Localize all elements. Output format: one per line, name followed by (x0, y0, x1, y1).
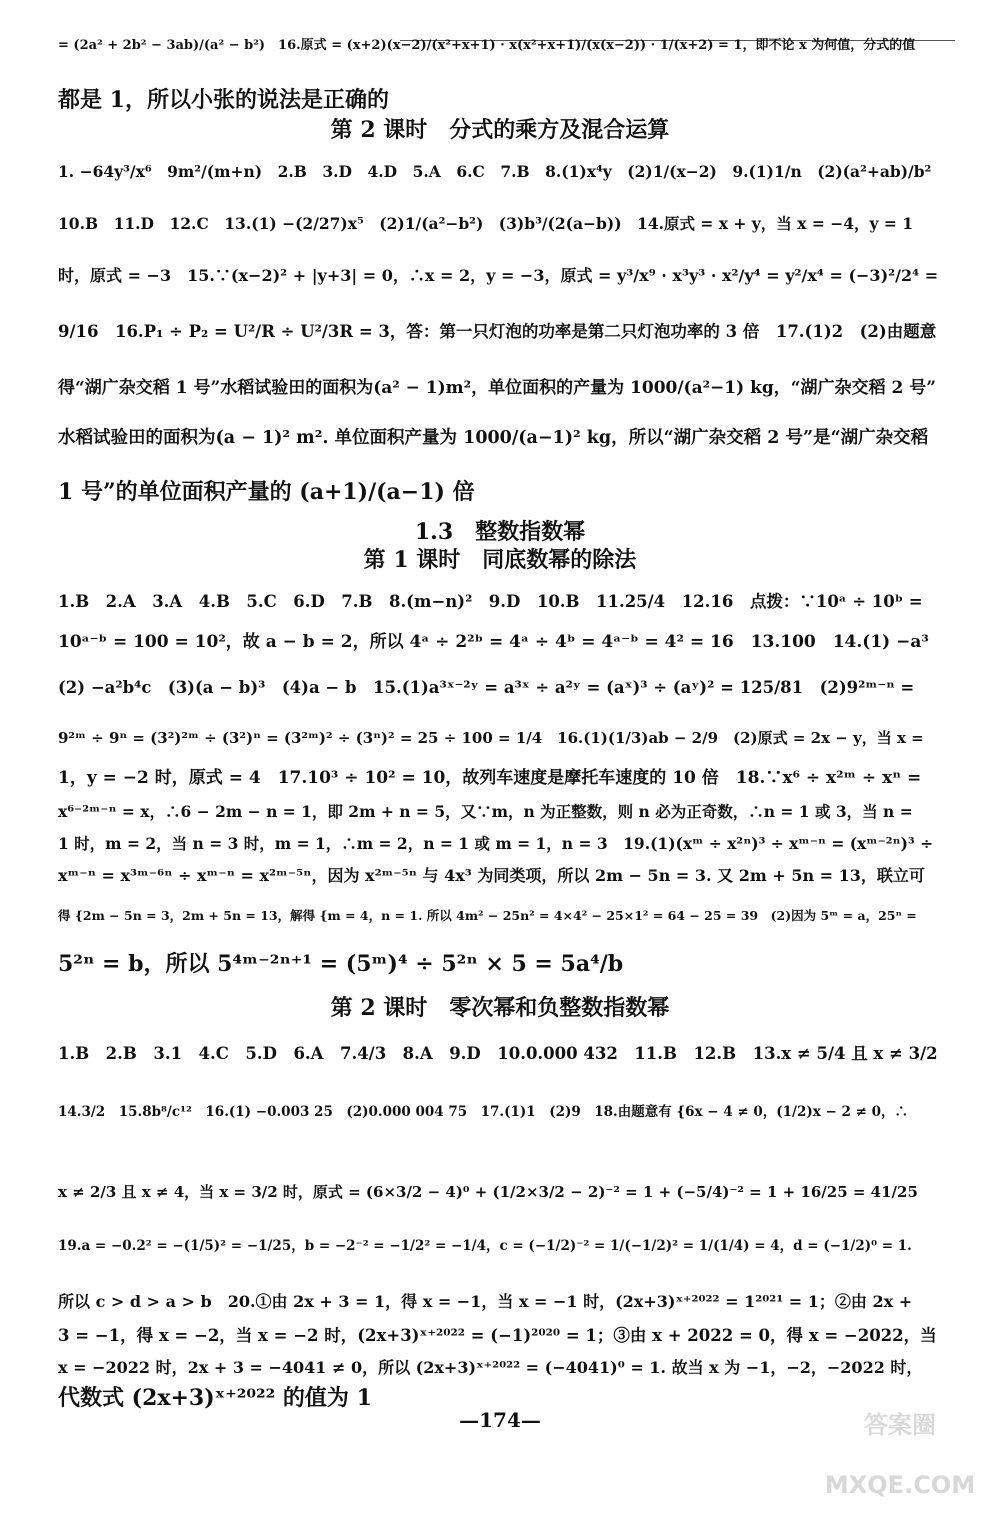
section-heading: 第 2 课时 零次幂和负整数指数幂 (330, 995, 670, 1021)
text-line (58, 318, 938, 346)
line-text: xᵐ⁻ⁿ = x³ᵐ⁻⁶ⁿ ÷ xᵐ⁻ⁿ = x²ᵐ⁻⁵ⁿ，因为 x²ᵐ⁻⁵ⁿ 与 4x³ 为同类项，所以 2m − 5n = 3. 又 2m + 5n = 13，联立可 (58, 866, 925, 885)
line-text: 10ᵃ⁻ᵇ = 100 = 10²，故 a − b = 2，所以 4ᵃ ÷ 2²ᵇ = 4ᵃ ÷ 4ᵇ = 4ᵃ⁻ᵇ = 4² = 16 13.100 14.(1) −a³ (58, 632, 929, 652)
text-line (58, 628, 938, 656)
text-line (58, 1322, 938, 1350)
line-text: 水稻试验田的面积为(a − 1)² m². 单位面积产量为 1000/(a−1)² kg，所以“湖广杂交稻 2 号”是“湖广杂交稻 (58, 428, 929, 448)
line-text: 1 时，m = 2，当 n = 3 时，m = 1，∴m = 2，n = 1 或 m = 1，n = 3 19.(1)(xᵐ ÷ x²ⁿ)³ ÷ xᵐ⁻ⁿ = (xᵐ⁻²ⁿ)³ ÷ (58, 834, 934, 853)
line-text: 9/16 16.P₁ ÷ P₂ = U²/R ÷ U²/3R = 3，答：第一只灯泡的功率是第二只灯泡功率的 3 倍 17.(1)2 (2)由题意 (58, 322, 937, 341)
line-text: x ≠ 2/3 且 x ≠ 4，当 x = 3/2 时，原式 = (6×3/2 − 4)⁰ + (1/2×3/2 − 2)⁻² = 1 + (−5/4)⁻² = 1 + 16/25 = 41/25 (58, 1183, 918, 1201)
text-line (58, 1040, 938, 1068)
text-line (58, 210, 938, 238)
text-line (58, 86, 938, 114)
line-text: 得 {2m − 5n = 3，2m + 5n = 13，解得 {m = 4，n = 1. 所以 4m² − 25n² = 4×4² − 25×1² = 64 − 25 = 39 (2)因为 5ᵐ = a，25ⁿ = (58, 908, 917, 923)
line-text: x⁶⁻²ᵐ⁻ⁿ = x，∴6 − 2m − n = 1，即 2m + n = 5，又∵m，n 为正整数，则 n 必为正奇数，∴n = 1 或 3，当 n = (58, 802, 913, 821)
line-text: 所以 c > d > a > b 20.①由 2x + 3 = 1，得 x = −1，当 x = −1 时，(2x+3)ˣ⁺²⁰²² = 1²⁰²¹ = 1；②由 2x + (58, 1292, 913, 1311)
line-text: 得“湖广杂交稻 1 号”水稻试验田的面积为(a² − 1)m²，单位面积的产量为 1000/(a²−1) kg，“湖广杂交稻 2 号” (58, 378, 936, 398)
text-line (58, 262, 938, 290)
text-line (58, 674, 938, 702)
text-line (58, 862, 938, 890)
text-line (58, 798, 938, 826)
text-line (58, 1354, 938, 1382)
text-line (58, 374, 938, 402)
line-text: 9²ᵐ ÷ 9ⁿ = (3²)²ᵐ ÷ (3²)ⁿ = (3²ᵐ)² ÷ (3ⁿ)² = 25 ÷ 100 = 1/4 16.(1)(1/3)ab − 2/9 (2)原式 = 2x − y，当 x = (58, 729, 924, 747)
line-text: 1.B 2.B 3.1 4.C 5.D 6.A 7.4/3 8.A 9.D 10.0.000 432 11.B 12.B 13.x ≠ 5/4 且 x ≠ 3/2 (58, 1044, 938, 1063)
text-line (58, 1178, 938, 1206)
line-text: 代数式 (2x+3)ˣ⁺²⁰²² 的值为 1 (58, 1385, 372, 1411)
text-line (58, 32, 938, 60)
text-line (58, 902, 938, 930)
text-line (58, 478, 938, 506)
line-text: 10.B 11.D 12.C 13.(1) −(2/27)x⁵ (2)1/(a²−b²) (3)b³/(2(a−b)) 14.原式 = x + y，当 x = −4，y = 1 (58, 214, 914, 233)
page-number: —174— (459, 1408, 541, 1432)
line-text: 5²ⁿ = b，所以 5⁴ᵐ⁻²ⁿ⁺¹ = (5ᵐ)⁴ ÷ 5²ⁿ × 5 = 5a⁴/b (58, 951, 624, 977)
line-text: x = −2022 时，2x + 3 = −4041 ≠ 0，所以 (2x+3)ˣ⁺²⁰²² = (−4041)⁰ = 1. 故当 x 为 −1，−2，−2022 时， (58, 1358, 923, 1377)
line-text: 1，y = −2 时，原式 = 4 17.10³ ÷ 10² = 10，故列车速度是摩托车速度的 10 倍 18.∵x⁶ ÷ x²ᵐ ÷ xⁿ = (58, 768, 922, 788)
text-line (58, 1232, 938, 1260)
line-text: = (2a² + 2b² − 3ab)/(a² − b²) 16.原式 = (x+2)(x−2)/(x²+x+1) · x(x²+x+1)/(x(x−2)) · 1/(x+2) = 1，即不论 x 为何值，分式的值 (58, 38, 916, 53)
text-line (58, 1098, 938, 1126)
line-text: (2) −a²b⁴c (3)(a − b)³ (4)a − b 15.(1)a³ˣ⁻²ʸ = a³ˣ ÷ a²ʸ = (aˣ)³ ÷ (aʸ)² = 125/81 (2)9²ᵐ⁻ⁿ = (58, 678, 915, 697)
line-text: 1 号”的单位面积产量的 (a+1)/(a−1) 倍 (58, 479, 475, 505)
section-heading: 1.3 整数指数幂 (414, 519, 586, 545)
line-text: 时，原式 = −3 15.∵(x−2)² + |y+3| = 0，∴x = 2，y = −3，原式 = y³/x⁹ · x³y³ · x²/y⁴ = y²/x⁴ = (−3)²/2⁴ = (58, 266, 938, 285)
watermark-logo (810, 1395, 990, 1499)
text-line (58, 588, 938, 616)
text-line (58, 830, 938, 858)
text-line (58, 1288, 938, 1316)
watermark-text: 答案圈 MXQE.COM (824, 1411, 976, 1499)
line-text: 都是 1，所以小张的说法是正确的 (58, 87, 389, 113)
section-heading: 第 2 课时 分式的乘方及混合运算 (330, 117, 670, 143)
text-line (58, 724, 938, 752)
line-text: 3 = −1，得 x = −2，当 x = −2 时，(2x+3)ˣ⁺²⁰²² = (−1)²⁰²⁰ = 1；③由 x + 2022 = 0，得 x = −2022，当 (58, 1326, 937, 1345)
text-line (58, 764, 938, 792)
text-line (58, 950, 938, 978)
line-text: 14.3/2 15.8b⁸/c¹² 16.(1) −0.003 25 (2)0.000 004 75 17.(1)1 (2)9 18.由题意有 {6x − 4 ≠ 0，(1/2)x − 2 ≠ 0，∴ (58, 1104, 909, 1120)
section-heading: 第 1 课时 同底数幂的除法 (363, 547, 637, 573)
text-line (58, 424, 938, 452)
line-text: 1. −64y³/x⁶ 9m²/(m+n) 2.B 3.D 4.D 5.A 6.C 7.B 8.(1)x⁴y (2)1/(x−2) 9.(1)1/n (2)(a²+ab)/b² (58, 162, 932, 181)
line-text: 1.B 2.A 3.A 4.B 5.C 6.D 7.B 8.(m−n)² 9.D 10.B 11.25/4 12.16 点拨：∵10ᵃ ÷ 10ᵇ = (58, 592, 923, 611)
line-text: 19.a = −0.2² = −(1/5)² = −1/25，b = −2⁻² = −1/2² = −1/4，c = (−1/2)⁻² = 1/(−1/2)² = 1/(1/4) = 4，d = (−1/2)⁰ = 1. (58, 1238, 912, 1254)
text-line (58, 158, 938, 186)
